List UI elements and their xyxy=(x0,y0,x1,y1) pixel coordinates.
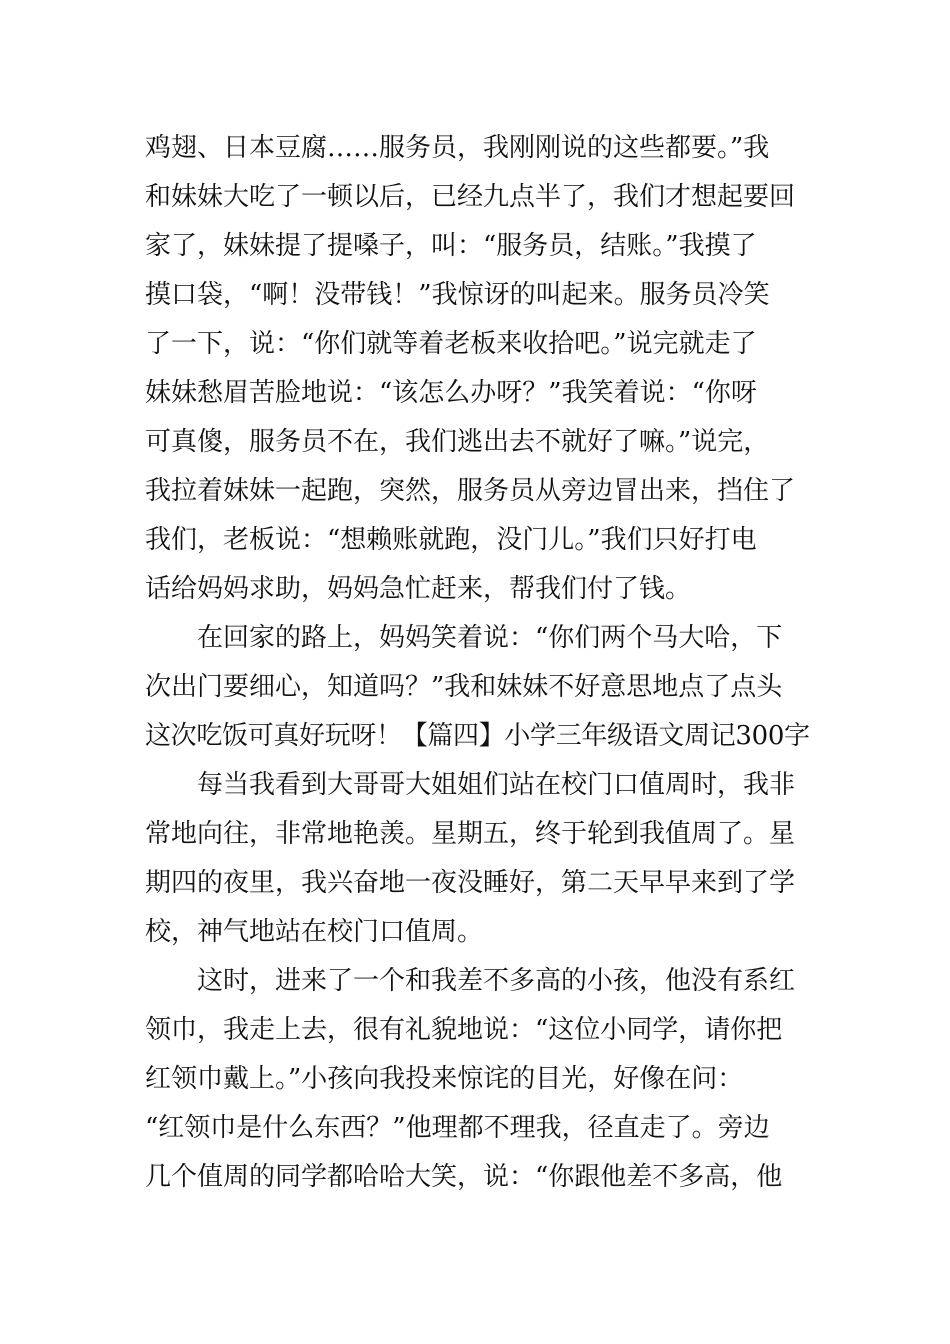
text-line: 这次吃饭可真好玩呀！【篇四】小学三年级语文周记300字 xyxy=(145,721,810,751)
text-line: 我们，老板说：“想赖账就跑，没门儿。”我们只好打电 xyxy=(145,525,757,555)
text-line: 常地向往，非常地艳羡。星期五，终于轮到我值周了。星 xyxy=(145,819,796,849)
document-body xyxy=(145,124,810,1202)
paragraph-start-line: 在回家的路上，妈妈笑着说：“你们两个马大哈，下 xyxy=(197,623,783,653)
text-line: 我拉着妹妹一起跑，突然，服务员从旁边冒出来，挡住了 xyxy=(145,476,796,506)
paragraph-start-line: 这时，进来了一个和我差不多高的小孩，他没有系红 xyxy=(197,966,796,996)
text-line: 次出门要细心，知道吗？”我和妹妹不好意思地点了点头 xyxy=(145,672,783,702)
text-line: 摸口袋，“啊！没带钱！”我惊讶的叫起来。服务员冷笑 xyxy=(145,280,770,310)
text-line: 家了，妹妹提了提嗓子，叫：“服务员，结账。”我摸了 xyxy=(145,231,757,261)
text-line: 了一下，说：“你们就等着老板来收拾吧。”说完就走了 xyxy=(145,329,757,359)
text-line: 红领巾戴上。”小孩向我投来惊诧的目光，好像在问： xyxy=(145,1064,744,1094)
text-line: 妹妹愁眉苦脸地说：“该怎么办呀？”我笑着说：“你呀 xyxy=(145,378,757,408)
text-line: 期四的夜里，我兴奋地一夜没睡好，第二天早早来到了学 xyxy=(145,868,796,898)
text-line: 校，神气地站在校门口值周。 xyxy=(145,917,484,947)
text-line: 话给妈妈求助，妈妈急忙赶来，帮我们付了钱。 xyxy=(145,574,692,604)
text-line: “红领巾是什么东西？”他理都不理我，径直走了。旁边 xyxy=(145,1113,770,1143)
text-line: 鸡翅、日本豆腐……服务员，我刚刚说的这些都要。”我 xyxy=(145,133,770,163)
paragraph-start-line: 每当我看到大哥哥大姐姐们站在校门口值周时，我非 xyxy=(197,770,796,800)
text-line: 领巾，我走上去，很有礼貌地说：“这位小同学，请你把 xyxy=(145,1015,783,1045)
text-line: 和妹妹大吃了一顿以后，已经九点半了，我们才想起要回 xyxy=(145,182,796,212)
text-line: 几个值周的同学都哈哈大笑，说：“你跟他差不多高，他 xyxy=(145,1162,783,1192)
text-line: 可真傻，服务员不在，我们逃出去不就好了嘛。”说完， xyxy=(145,427,770,457)
